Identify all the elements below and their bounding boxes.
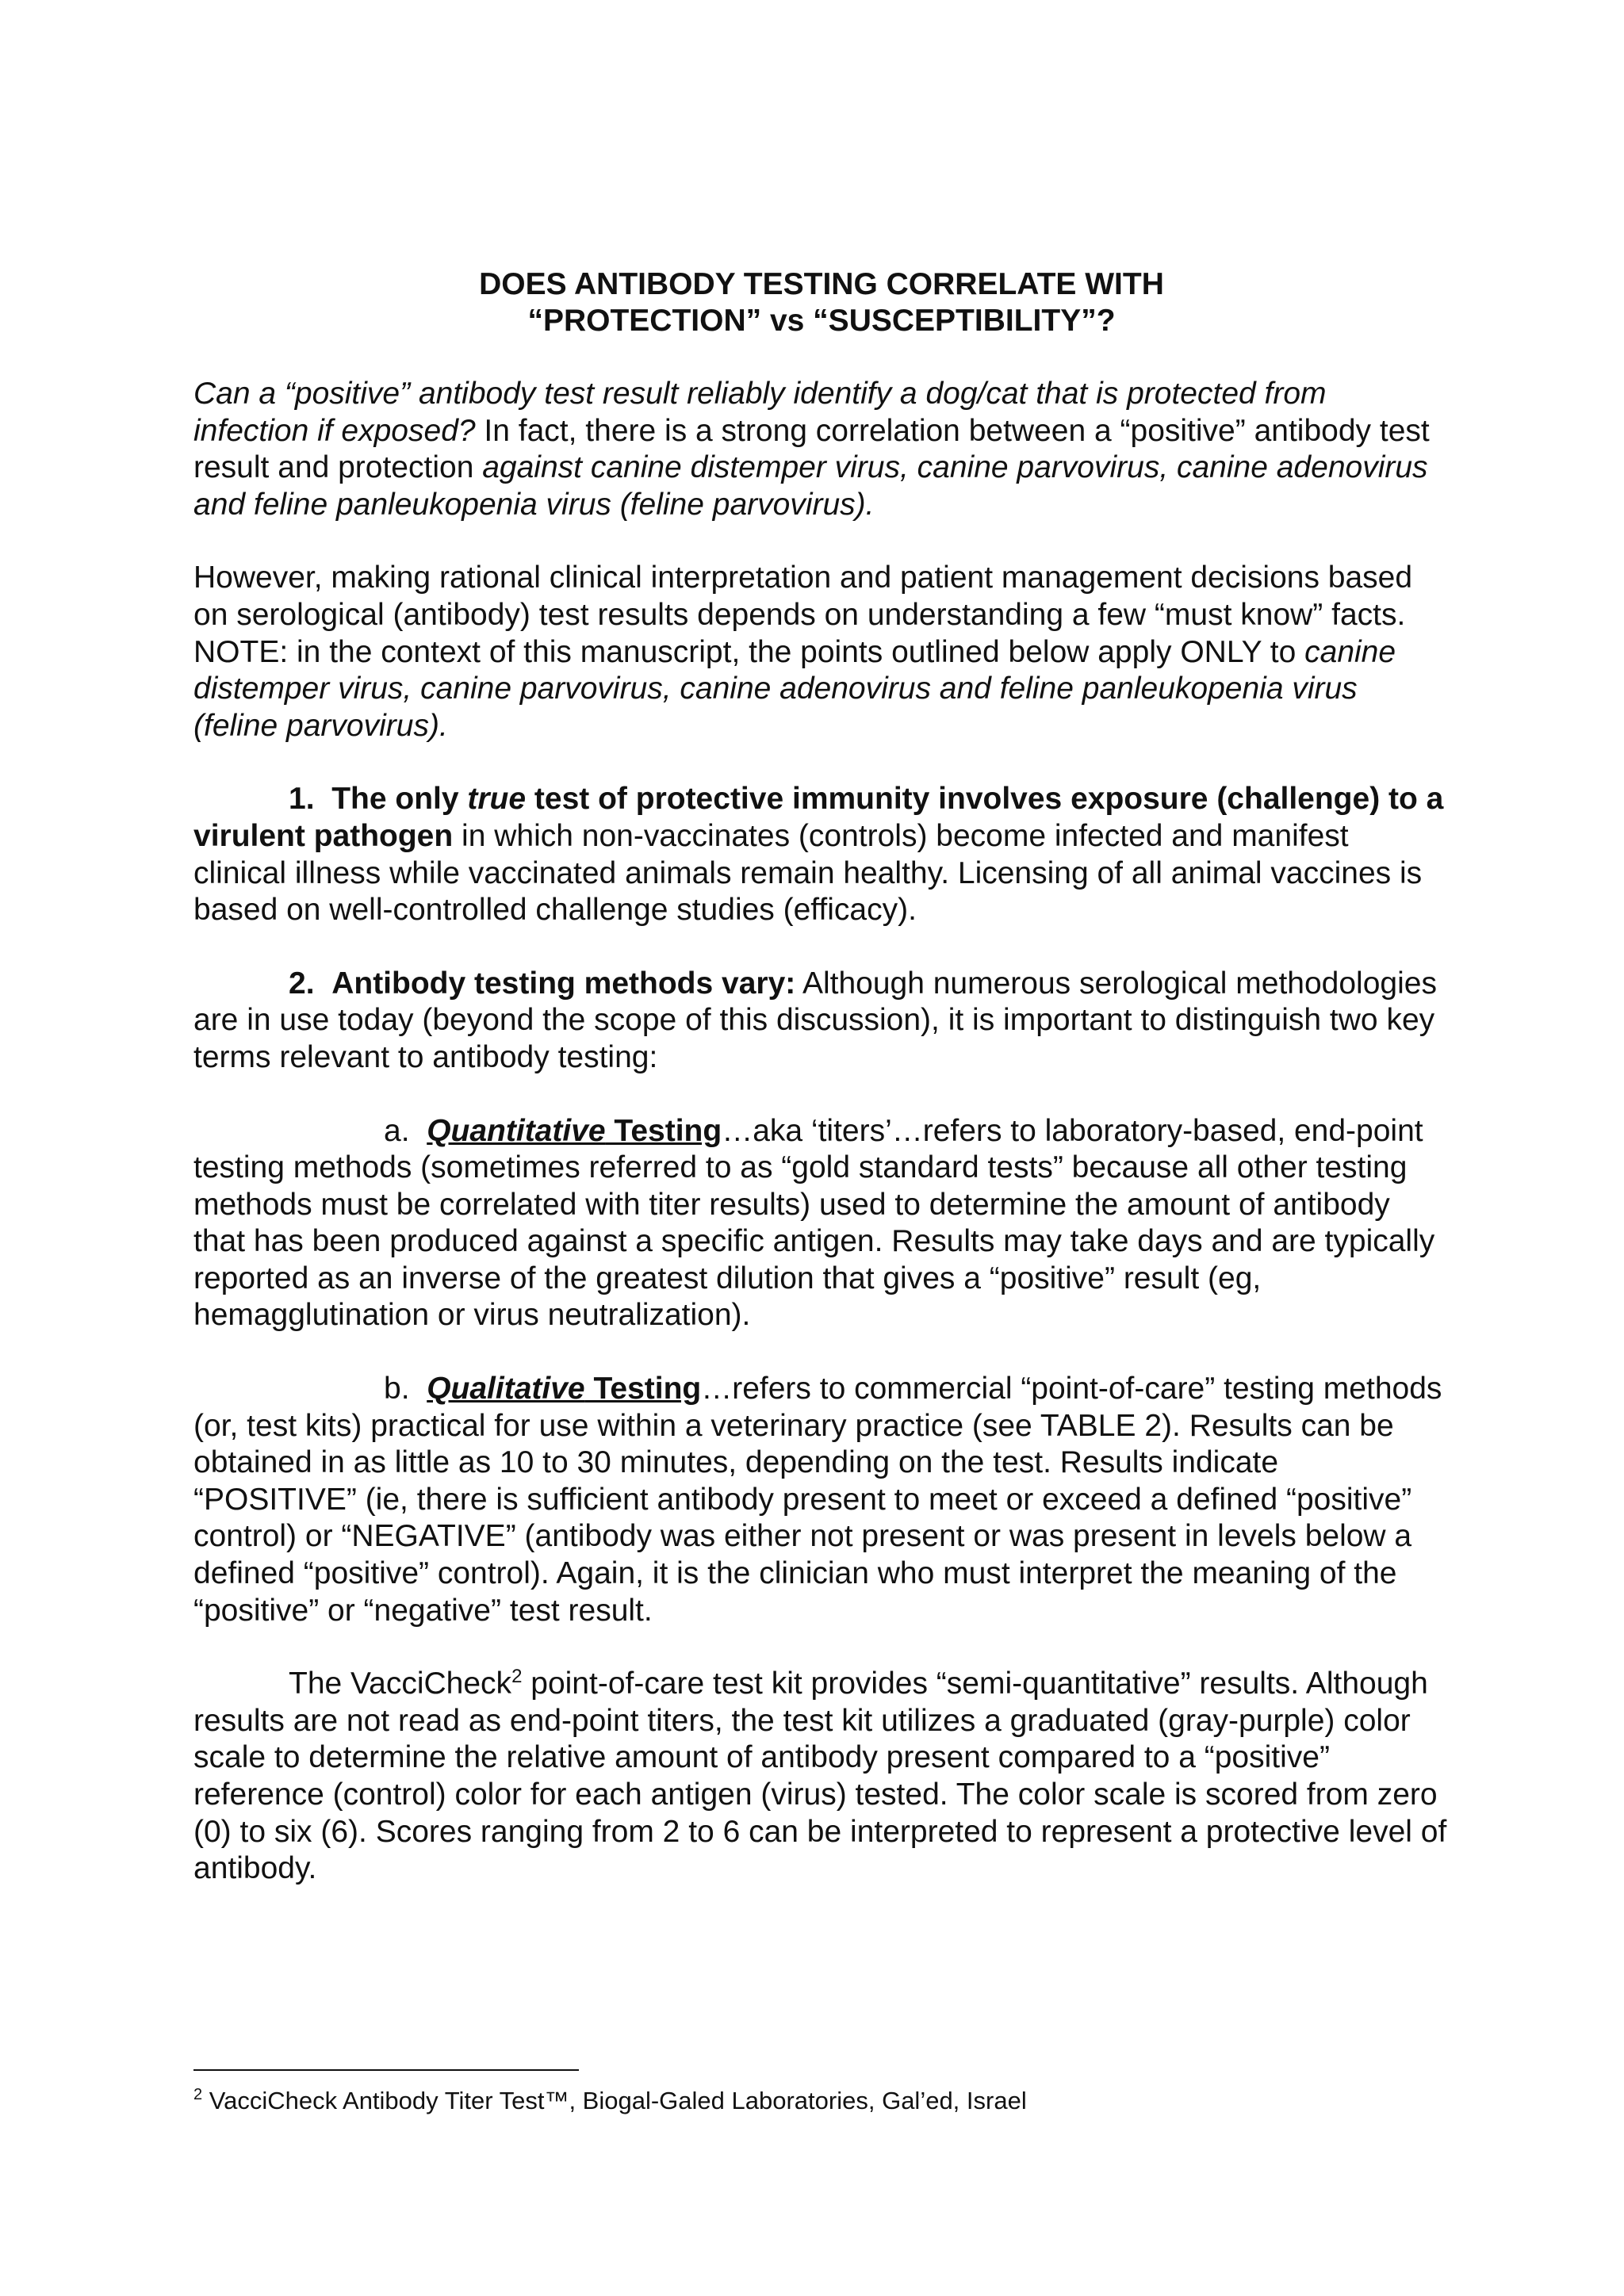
point-2a-paragraph <box>193 1113 1450 1335</box>
footnote-reference: 2 <box>511 1666 523 1688</box>
point-1-text: in which non-vaccinates (controls) become infected and manifest clinical illness while vaccinated animals remain healthy. Licensing of all animal vaccines is based on well-controlled challenge studies (efficacy). <box>193 818 1423 928</box>
point-1-paragraph <box>193 781 1450 928</box>
point-2a-term <box>427 1114 722 1148</box>
context-text: However, making rational clinical interpretation and patient management decisions based on serological (antibody) test results depends on understanding a few “must know” facts. NOTE: in the context of this manuscript, the points outlined below apply ONLY to <box>193 561 1413 669</box>
point-2-text: Although numerous serological methodologies are in use today (beyond the scope of this discussion), it is important to distinguish two key terms relevant to antibody testing: <box>193 966 1437 1074</box>
footnote <box>193 2085 1027 2117</box>
context-paragraph <box>193 560 1450 744</box>
point-2a-term-rest: Testing <box>605 1113 722 1148</box>
title-line-1: DOES ANTIBODY TESTING CORRELATE WITH <box>479 267 1164 301</box>
footnote-divider <box>193 2069 579 2071</box>
document-title <box>193 266 1450 339</box>
point-2a-text: …aka ‘titers’…refers to laboratory-based, end-point testing methods (sometimes referred to as “gold standard tests” because all other testing methods must be correlated with titer results) used to determine the amount of antibody that has been produced against a specific antigen. Results may take days and are typically reported as an inverse of the greatest dilution that gives a “positive” result (eg, hemagglutination or virus neutralization). <box>193 1113 1435 1333</box>
footnote-number: 2 <box>193 2086 203 2103</box>
point-2a-term-italic: Quantitative <box>427 1113 606 1148</box>
point-1-heading-b: test of protective immunity involves exposure (challenge) to a virulent pathogen <box>193 782 1444 853</box>
point-1-number: 1. <box>289 782 315 817</box>
point-2b-term-rest: Testing <box>584 1372 702 1406</box>
point-1-heading-a: The only <box>331 782 468 817</box>
point-2b-term-italic: Qualitative <box>427 1372 585 1406</box>
point-2-heading: Antibody testing methods vary: <box>331 966 796 1001</box>
vaccicheck-text: point-of-care test kit provides “semi-quantitative” results. Although results are not read as end-point titers, the test kit utilizes a graduated (gray-purple) color scale to determine the relative amount of antibody present compared to a “positive” reference (control) color for each antigen (virus) tested. The color scale is scored from zero (0) to six (6). Scores ranging from 2 to 6 can be interpreted to represent a protective level of antibody. <box>193 1667 1447 1886</box>
point-2-paragraph <box>193 966 1450 1077</box>
point-2-number: 2. <box>289 966 315 1001</box>
footnote-text: VacciCheck Antibody Titer Test™, Biogal-Galed Laboratories, Gal’ed, Israel <box>202 2087 1027 2114</box>
intro-paragraph <box>193 376 1450 523</box>
intro-viruses: against canine distemper virus, canine parvovirus, canine adenovirus and feline panleukopenia virus (feline parvovirus). <box>193 450 1428 522</box>
intro-question: Can a “positive” antibody test result reliably identify a dog/cat that is protected from infection if exposed? <box>193 377 1327 448</box>
point-2b-text: …refers to commercial “point-of-care” testing methods (or, test kits) practical for use within a veterinary practice (see TABLE 2). Results can be obtained in as little as 10 to 30 minutes, depending on the test. Results indicate “POSITIVE” (ie, there is sufficient antibody present to meet or exceed a defined “positive” control) or “NEGATIVE” (antibody was either not present or was present in levels below a defined “positive” control). Again, it is the clinician who must interpret the meaning of the “positive” or “negative” test result. <box>193 1372 1442 1628</box>
point-2b-letter: b. <box>384 1372 410 1406</box>
vaccicheck-paragraph <box>193 1666 1450 1888</box>
point-2b-paragraph <box>193 1371 1450 1629</box>
intro-text: In fact, there is a strong correlation between a “positive” antibody test result and protection <box>193 413 1430 485</box>
point-2b-term <box>427 1372 701 1406</box>
context-viruses: canine distemper virus, canine parvovirus, canine adenovirus and feline panleukopenia virus (feline parvovirus). <box>193 634 1396 743</box>
vaccicheck-lead: The VacciCheck <box>289 1667 512 1701</box>
point-1-heading-emphasis: true <box>467 782 527 817</box>
title-line-2: “PROTECTION” vs “SUSCEPTIBILITY”? <box>527 304 1116 338</box>
point-2a-letter: a. <box>384 1113 410 1148</box>
